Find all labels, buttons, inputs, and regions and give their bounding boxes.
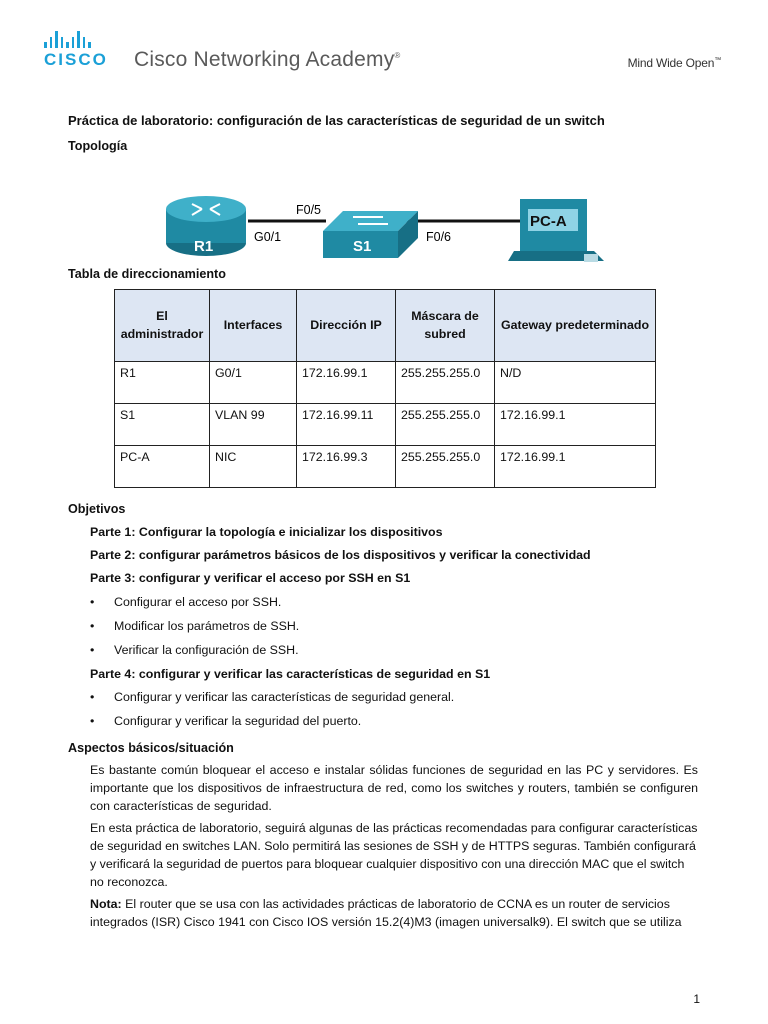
cell: 172.16.99.1 <box>495 404 656 446</box>
note-text: El router que se usa con las actividades prácticas de laboratorio de CCNA es un router de servicios integrados (ISR) Cisco 1941 con Cisco IOS versión 15.2(4)M3 (imagen universalk9). El switch que se utiliza <box>90 896 682 929</box>
cell: 172.16.99.11 <box>297 404 396 446</box>
document-body <box>68 112 698 932</box>
cell: PC-A <box>115 446 210 488</box>
note-label: Nota: <box>90 896 122 911</box>
header-gateway: Gateway predeterminado <box>495 290 656 362</box>
cisco-bars-icon <box>44 30 108 48</box>
cell: 172.16.99.1 <box>297 362 396 404</box>
topology-svg <box>68 159 698 267</box>
part-2: Parte 2: configurar parámetros básicos de los dispositivos y verificar la conectividad <box>90 547 591 562</box>
part-4-list <box>90 689 698 731</box>
part-3: Parte 3: configurar y verificar el acceso por SSH en S1 <box>90 570 411 585</box>
cell: NIC <box>210 446 297 488</box>
note-paragraph <box>90 896 698 932</box>
header-interface: Interfaces <box>210 290 297 362</box>
paragraph-1: Es bastante común bloquear el acceso e instalar sólidas funciones de seguridad en las PC y servidores. Es importante que los dispositivos de infraestructura de red, como los switches y routers, también se configuren con características de seguridad. <box>90 762 698 813</box>
port-f06-label: F0/6 <box>426 230 452 245</box>
part-4: Parte 4: configurar y verificar las características de seguridad en S1 <box>90 666 491 681</box>
objectives-heading: Objetivos <box>68 502 126 517</box>
header-device: El administrador <box>115 290 210 362</box>
header-mask: Máscara de subred <box>396 290 495 362</box>
cell: 255.255.255.0 <box>396 446 495 488</box>
part-1: Parte 1: Configurar la topología e inicializar los dispositivos <box>90 524 443 539</box>
topology-diagram <box>68 159 698 267</box>
header-ip: Dirección IP <box>297 290 396 362</box>
cell: 172.16.99.3 <box>297 446 396 488</box>
tagline: Mind Wide Open™ <box>627 56 721 70</box>
cell: S1 <box>115 404 210 446</box>
port-g01-label: G0/1 <box>254 230 282 245</box>
topology-heading: Topología <box>68 138 128 153</box>
pc-a-icon <box>508 199 604 262</box>
table-heading: Tabla de direccionamiento <box>68 267 226 282</box>
part-3-list <box>90 594 698 660</box>
table-row <box>115 404 656 446</box>
table-row <box>115 362 656 404</box>
cell: R1 <box>115 362 210 404</box>
list-item: • Verificar la configuración de SSH. <box>90 642 698 660</box>
table-header-row <box>115 290 656 362</box>
router-r1-label: R1 <box>194 238 214 256</box>
paragraph-2: En esta práctica de laboratorio, seguirá algunas de las prácticas recomendadas para configurar características de seguridad en switches LAN. Solo permitirá las sesiones de SSH y de HTTPS seguras. También configurará y verificará la seguridad de puertos para bloquear cualquier dispositivo con una dirección MAC que el switch no reconozca. <box>90 820 698 889</box>
list-item: • Configurar y verificar la seguridad del puerto. <box>90 713 698 731</box>
page-header <box>0 0 768 90</box>
cell: G0/1 <box>210 362 297 404</box>
cell: VLAN 99 <box>210 404 297 446</box>
list-item: • Configurar el acceso por SSH. <box>90 594 698 612</box>
cisco-wordmark: CISCO <box>44 50 108 69</box>
list-item: • Modificar los parámetros de SSH. <box>90 618 698 636</box>
addressing-table <box>114 289 656 488</box>
cell: N/D <box>495 362 656 404</box>
switch-s1-label: S1 <box>353 238 372 256</box>
document-title: Práctica de laboratorio: configuración de las características de seguridad de un switch <box>68 113 605 128</box>
pc-a-label: PC-A <box>530 213 567 231</box>
port-f05-label: F0/5 <box>296 203 322 218</box>
cell: 172.16.99.1 <box>495 446 656 488</box>
cell: 255.255.255.0 <box>396 404 495 446</box>
academy-title: Cisco Networking Academy® <box>134 48 401 71</box>
page-number: 1 <box>693 992 700 1006</box>
cell: 255.255.255.0 <box>396 362 495 404</box>
table-row <box>115 446 656 488</box>
background-heading: Aspectos básicos/situación <box>68 741 234 756</box>
list-item: • Configurar y verificar las características de seguridad general. <box>90 689 698 707</box>
cisco-logo <box>44 30 108 70</box>
